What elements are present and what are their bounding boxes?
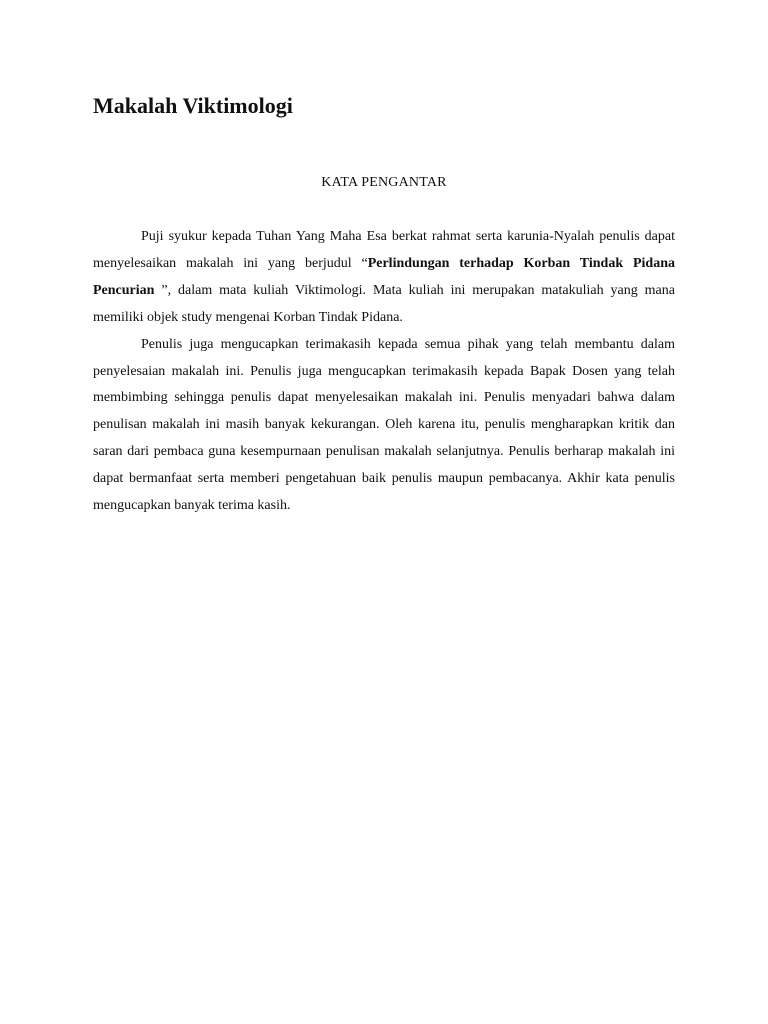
paragraph-1-intro: Puji syukur kepada Tuhan Yang Maha Esa berkat rahmat serta karunia-Nyalah penulis dapat menyelesaikan makalah ini yang berjudul “ [93,229,675,271]
body-text [93,224,675,520]
section-heading: KATA PENGANTAR [321,175,447,190]
document-title: Makalah Viktimologi [93,93,293,118]
paragraph-2: Penulis juga mengucapkan terimakasih kepada semua pihak yang telah membantu dalam penyelesaian makalah ini. Penulis juga mengucapkan terimakasih kepada Bapak Dosen yang telah membimbing sehingga penulis dapat menyelesaikan makalah ini. Penulis menyadari bahwa dalam penulisan makalah ini masih banyak kekurangan. Oleh karena itu, penulis mengharapkan kritik dan saran dari pembaca guna kesempurnaan penulisan makalah selanjutnya. Penulis berharap makalah ini dapat bermanfaat serta memberi pengetahuan baik penulis maupun pembacanya. Akhir kata penulis mengucapkan banyak terima kasih. [93,336,675,514]
paragraph-1-rest: ”, dalam mata kuliah Viktimologi. Mata kuliah ini merupakan matakuliah yang mana memiliki objek study mengenai Korban Tindak Pidana. [93,282,675,325]
paper-topic-title: Perlindungan terhadap Korban Tindak Pidana Pencurian [93,255,675,298]
paragraph-1 [93,224,675,332]
